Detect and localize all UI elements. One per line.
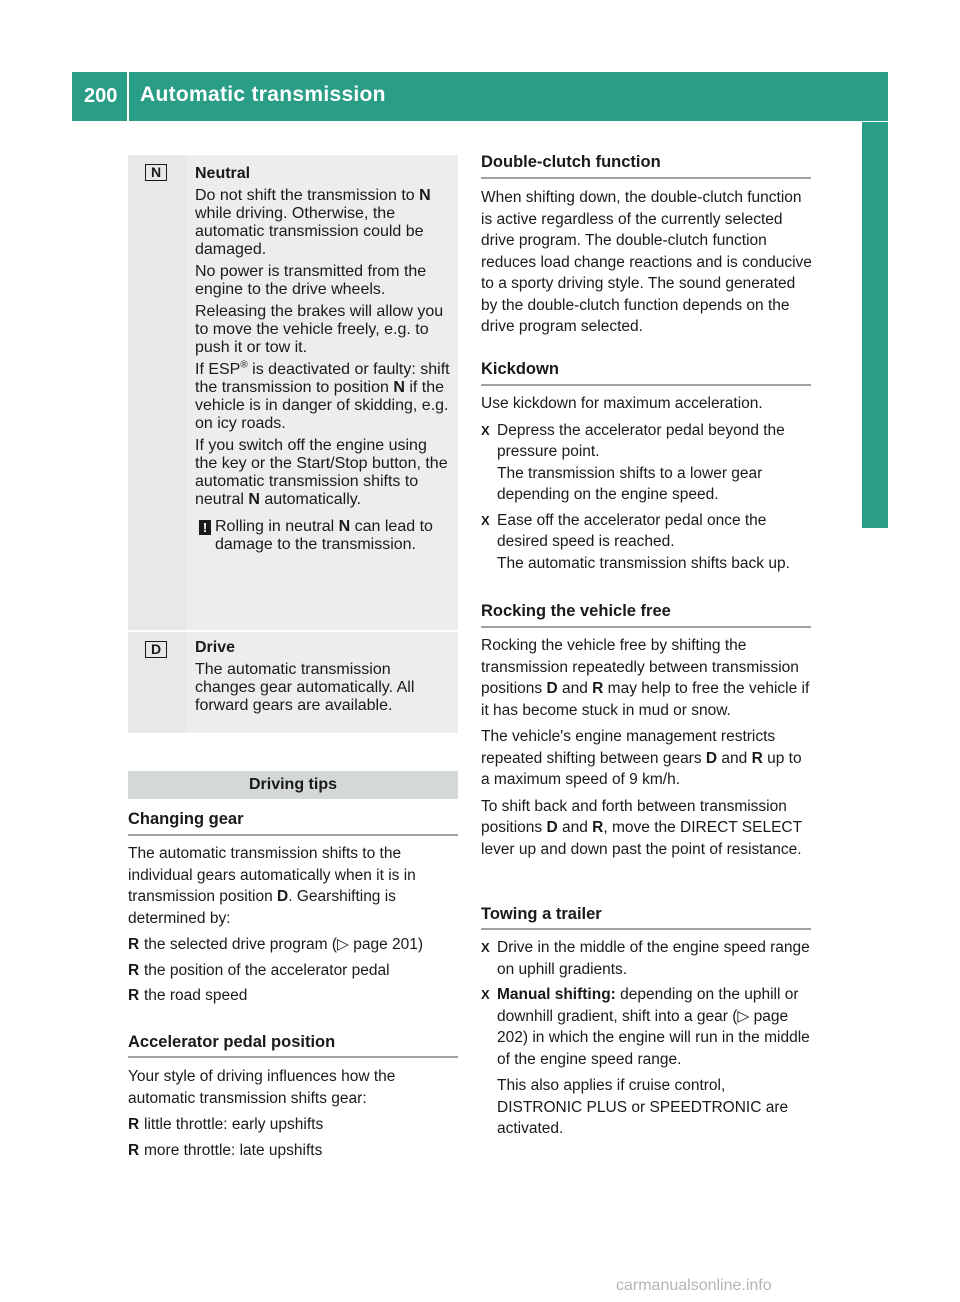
heading-double-clutch: Double-clutch function (481, 153, 661, 171)
bullet-marker: R (128, 987, 140, 1004)
gear-n-icon: N (145, 164, 167, 181)
watermark: carmanualsonline.info (616, 1277, 772, 1294)
kickdown-body (481, 393, 813, 578)
chapter-title: Automatic transmission (140, 83, 386, 106)
kickdown-paragraph: Use kickdown for maximum acceleration. (481, 395, 763, 412)
list-item: R more throttle: late upshifts (128, 1140, 460, 1162)
drive-paragraph-1: The automatic transmission changes gear automatically. All forward gears are available. (195, 661, 415, 714)
bullet-marker: R (128, 1116, 140, 1133)
list-item: R little throttle: early upshifts (128, 1114, 460, 1136)
section-side-label: Driving and parking (864, 156, 887, 354)
gear-description (186, 155, 458, 630)
page-ref-arrow-icon: ▷ (737, 1007, 750, 1025)
gear-table-neutral (128, 155, 458, 630)
towing-body (481, 937, 813, 1144)
section-rule (128, 1056, 458, 1058)
accelerator-body (128, 1066, 460, 1165)
instruction-step: X Manual shifting: depending on the uphill or downhill gradient, shift into a gear (▷ page 202) in which the engine will run in the middle of the engine speed range. This also applies if cruise control, DISTRONIC PLUS or SPEEDTRONIC are activated. (481, 984, 813, 1140)
bullet-marker: R (128, 1141, 140, 1159)
section-rule (481, 928, 811, 930)
gear-description (186, 632, 458, 733)
neutral-paragraph-1: Do not shift the transmission to N while driving. Otherwise, the automatic transmission could be damaged. (195, 187, 431, 258)
gear-title: Drive (195, 639, 236, 656)
list-item: R the position of the accelerator pedal (128, 960, 460, 982)
heading-towing-trailer: Towing a trailer (481, 905, 602, 923)
rocking-paragraph-3: To shift back and forth between transmission positions D and R, move the DIRECT SELECT lever up and down past the point of resistance. (481, 797, 802, 858)
list-item: R the selected drive program (▷ page 201) (128, 934, 460, 956)
step-arrow-icon: X (481, 422, 490, 438)
towing-note: This also applies if cruise control, DISTRONIC PLUS or SPEEDTRONIC are activated. (497, 1077, 789, 1137)
instruction-step: X Depress the accelerator pedal beyond the pressure point. The transmission shifts to a lower gear depending on the engine speed. (481, 421, 785, 503)
heading-accelerator-pedal: Accelerator pedal position (128, 1033, 336, 1051)
section-rule (481, 177, 811, 179)
driving-tips-banner: Driving tips (128, 771, 458, 799)
section-rule (481, 626, 811, 628)
instruction-step: X Drive in the middle of the engine speed range on uphill gradients. (481, 939, 810, 978)
warning-icon: ! (199, 520, 211, 535)
gear-table-drive (128, 632, 458, 733)
section-rule (481, 384, 811, 386)
page-header (72, 72, 888, 121)
step-arrow-icon: X (481, 987, 490, 1002)
accelerator-paragraph: Your style of driving influences how the automatic transmission shifts gear: (128, 1068, 396, 1107)
neutral-paragraph-4: If ESP® is deactivated or faulty: shift the transmission to position N if the vehicle is in danger of skidding, e.g. on icy roads. (195, 359, 450, 432)
bullet-marker: R (128, 961, 140, 979)
neutral-paragraph-2: No power is transmitted from the engine to the drive wheels. (195, 263, 427, 298)
changing-gear-body (128, 843, 460, 1011)
instruction-step: X Ease off the accelerator pedal once the desired speed is reached. The automatic transmission shifts back up. (481, 511, 790, 572)
double-clutch-body (481, 187, 813, 343)
gear-key-cell (128, 155, 185, 630)
gear-d-icon: D (145, 641, 167, 658)
registered-mark: ® (240, 359, 248, 371)
page-ref-arrow-icon: ▷ (336, 936, 349, 953)
gear-title: Neutral (195, 165, 251, 182)
changing-gear-paragraph: The automatic transmission shifts to the individual gears automatically when it is in transmission position D. Gearshifting is determined by: (128, 845, 416, 927)
neutral-paragraph-5: If you switch off the engine using the key or the Start/Stop button, the automatic transmission shifts to neutral N automatically. (195, 437, 448, 508)
bullet-marker: R (128, 936, 140, 953)
rocking-paragraph-1: Rocking the vehicle free by shifting the transmission repeatedly between transmission positions D and R may help to free the vehicle if it has become stuck in mud or snow. (481, 637, 810, 719)
rocking-body (481, 635, 813, 865)
heading-rocking-vehicle: Rocking the vehicle free (481, 602, 671, 620)
rocking-paragraph-2: The vehicle's engine management restricts repeated shifting between gears D and R up to a maximum speed of 9 km/h. (481, 728, 802, 788)
neutral-paragraph-3: Releasing the brakes will allow you to move the vehicle freely, e.g. to push it or tow it. (195, 303, 444, 356)
warning-note: ! Rolling in neutral N can lead to damage to the transmission. (195, 518, 451, 554)
header-divider (127, 72, 129, 121)
page-number: 200 (84, 85, 118, 107)
section-rule (128, 834, 458, 836)
step-arrow-icon: X (481, 512, 490, 528)
heading-kickdown: Kickdown (481, 360, 559, 378)
double-clutch-paragraph: When shifting down, the double-clutch function is active regardless of the currently selected drive program. The double-clutch function reduces load change reactions and is conducive to a sporty driving style. The sound generated by the double-clutch function depends on the drive program selected. (481, 189, 812, 335)
heading-changing-gear: Changing gear (128, 810, 244, 828)
step-arrow-icon: X (481, 940, 490, 955)
gear-key-cell (128, 632, 185, 733)
list-item: R the road speed (128, 985, 460, 1007)
